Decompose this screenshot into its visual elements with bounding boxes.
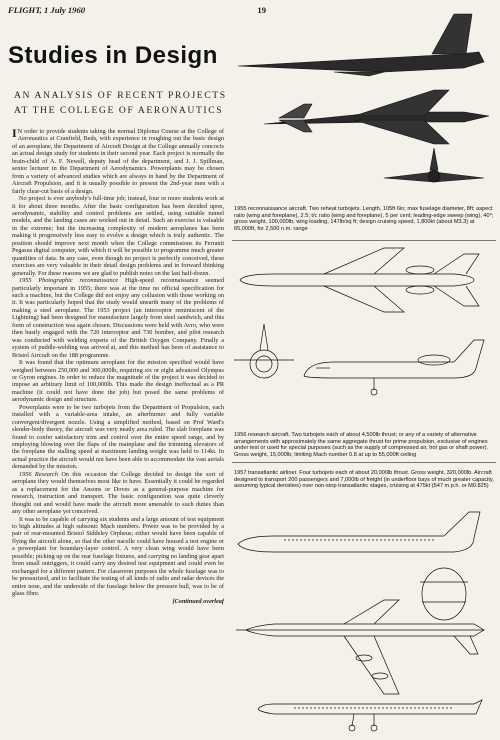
divider [232,240,496,241]
figure-1957-airliner [234,504,496,736]
article-title: Studies in Design [8,42,218,69]
paragraph: Powerplants were to be two turbojets from the Department of Propulsion, each installed with a variable-area intake, an afterburner and fully variable convergent/divergent nozzle. Using a simplified method, based on Prof Ward's slender-body theory, the aircraft was very neatly area ruled. The slab foreplane was found to confer satisfactory trim and control over the entire speed range, and by employing blowing over the flaps of the mainplane and the trimming elevators of the foreplane the stalling speed at maximum landing weight was held to 114kt. In actual practice the aircraft would not have been able to accommodate the vast aerials demanded by the mission. [12,403,224,471]
airliner-drawing [234,504,496,736]
caption-1956: 1956 research aircraft. Two turbojets each of about 4,500lb thrust; or any of a variety of alternative arrangements with approximately the same aggregate thrust for prime propulsion, exclusive of engines under test or used for special purposes (such as the supply of compressed air, hot gas or shaft power). Gross weight, 15,000lb; limiting Mach number 0.8 at up to 55,000ft ceiling [234,432,489,458]
paragraph-text: High-speed reconnaissance seemed particularly important in 1955; there was at the time no official specification for such a machine, but the College did not enjoy any collusion with those working on it. It was particularly hoped that the study would unearth many of the problems of making a steel aeroplane. The 1953 project (an interceptor reminiscent of the Lightning) had been designed for manufacture largely from steel sandwich, and this form of construction was again chosen. Discussions were held with Avro, who were then busily engaged with the 720 interceptor and 730 bomber, and pilot research was conducted with welding experts of the British Oxygen Company. Finally a system of puddle-welding was arrived at, and this method has been of assistance to Bristol Aircraft on the 188 programme. [12,277,224,359]
paragraph [12,128,224,195]
paragraph [12,471,224,516]
paragraph [12,277,224,359]
drop-cap: I [12,128,17,140]
page-number: 19 [257,5,266,15]
paragraph: No project is ever anybody's full-time job; instead, four or more students work at it for about three months. After the basic configuration has been decided upon, aerodynamic, stability and control problems are settled, using suitable tunnel models, and the landing cases are worked out in detail. Such an exercise is valuable in the extreme; but the increasing complexity of modern aeroplanes has been making it progressively less easy to evolve a design which is truly authentic. The position should improve next month when the College commissions its Ferranti Pegasus digital computer, with which it will be possible to programme much greater quantities of data. In any case, even though no project is perfectly conceived, these exercises are very valuable in their detail design problems and in forward thinking generally. For these reasons we are glad to publish notes on the last half-dozen. [12,195,224,277]
paragraph-text: N order to provide students taking the normal Diploma Course at the College of Aeronautics at Cranfield, Beds, with experience in roughing out the basic design of an aeroplane, the Department of Aircraft Design at the College annually concocts an actual design study for students in their second year. Each project is normally the brain-child of A. F. Newell, deputy head of the department, and J. J. Spillman, senior lecturer in the Department of Aerodynamics. Powerplants may be chosen from a variety of advanced studies which are always in hand by the Department of Aircraft Propulsion, and it is usually possible to present the 2nd-year men with a fairly clear-cut basis of a design. [12,128,224,195]
continued-note: [Continued overleaf [172,597,224,605]
research-aircraft-drawing [234,244,496,430]
section-heading: 1956 Research [19,470,58,478]
figure-1956-research [234,244,496,430]
divider [232,462,496,463]
figure-1955-recon [234,4,496,204]
caption-1957: 1957 transatlantic airliner. Four turbojets each of about 20,000lb thrust. Gross weight, 320,000lb. Aircraft designed to transport 200 passengers and 7,000lb of freight (in underfloor bays of much greater capacity, assuming typical densities) over non-stop transatlantic stages, cruising at 475kt (547 m.p.h. or M0.825) [234,470,494,490]
paragraph: It was found that the optimum aeroplane for the mission specified would have weighed between 250,000 and 300,000lb, requiring six or eight advanced Olympus or Gyron engines. In order to reduce the magnitude of the project it was decided to impose an arbitrary limit of 100,000lb. This made the design ineffectual as a PR machine (it could not have done the job) but posed the same problems of aerodynamic design and structure. [12,359,224,404]
caption-1955: 1955 reconnaissance aircraft. Two reheat turbojets. Length, 105ft 6in; max fuselage diameter, 8ft; aspect ratio (wing and foreplane), 2.5; t/c ratio (wing and foreplane), 5 per cent; leading-edge sweep (wing), 40°; gross weight, 100,000lb; wing loading, 147lb/sq ft; design cruising speed, 1,800kt (about M3.3) at 65,000ft, for 2,500 n.m. range [234,206,494,232]
recon-aircraft-drawing [234,4,496,204]
magazine-date: FLIGHT, 1 July 1960 [8,5,86,15]
section-heading: 1955 Photographic reconnaissance [19,277,119,285]
article-subtitle: AN ANALYSIS OF RECENT PROJECTS AT THE COLLEGE OF AERONAUTICS [14,90,227,116]
paragraph: It was to be capable of carrying six students and a large amount of test equipment to high altitudes at high subsonic Mach numbers. Power was to be provided by a pair of rear-mounted Bristol Siddeley Orpheus; either would have been capable of flying the aircraft alone, so that the other nacelle could have housed a test engine or a powerplant for boundary-layer control. A very clean wing would have been possible; picking up on the rear fuselage fixtures, and carrying no landing gear apart from small outriggers, it could carry any desired test equipment and could even be exchanged for a different pattern. For classroom purposes the whole fuselage was to be pressurized, and to facilitate the testing of all kinds of radio and radar devices the entire nose, and the underside of the fuselage below the pressure hull, was to be of glass fibre. [12,515,224,598]
paragraph-text: On this occasion the College decided to design the sort of aeroplane they would themselves most like to have. Essentially it could be regarded as a replacement for the Ansons or Doves as a general-purpose machine for research, instruction and transport. The basic configuration was quite cleverly thought out and would have made the aircraft more amenable to such duties than any other aeroplane yet conceived. [12,470,224,516]
article-body [12,128,224,732]
